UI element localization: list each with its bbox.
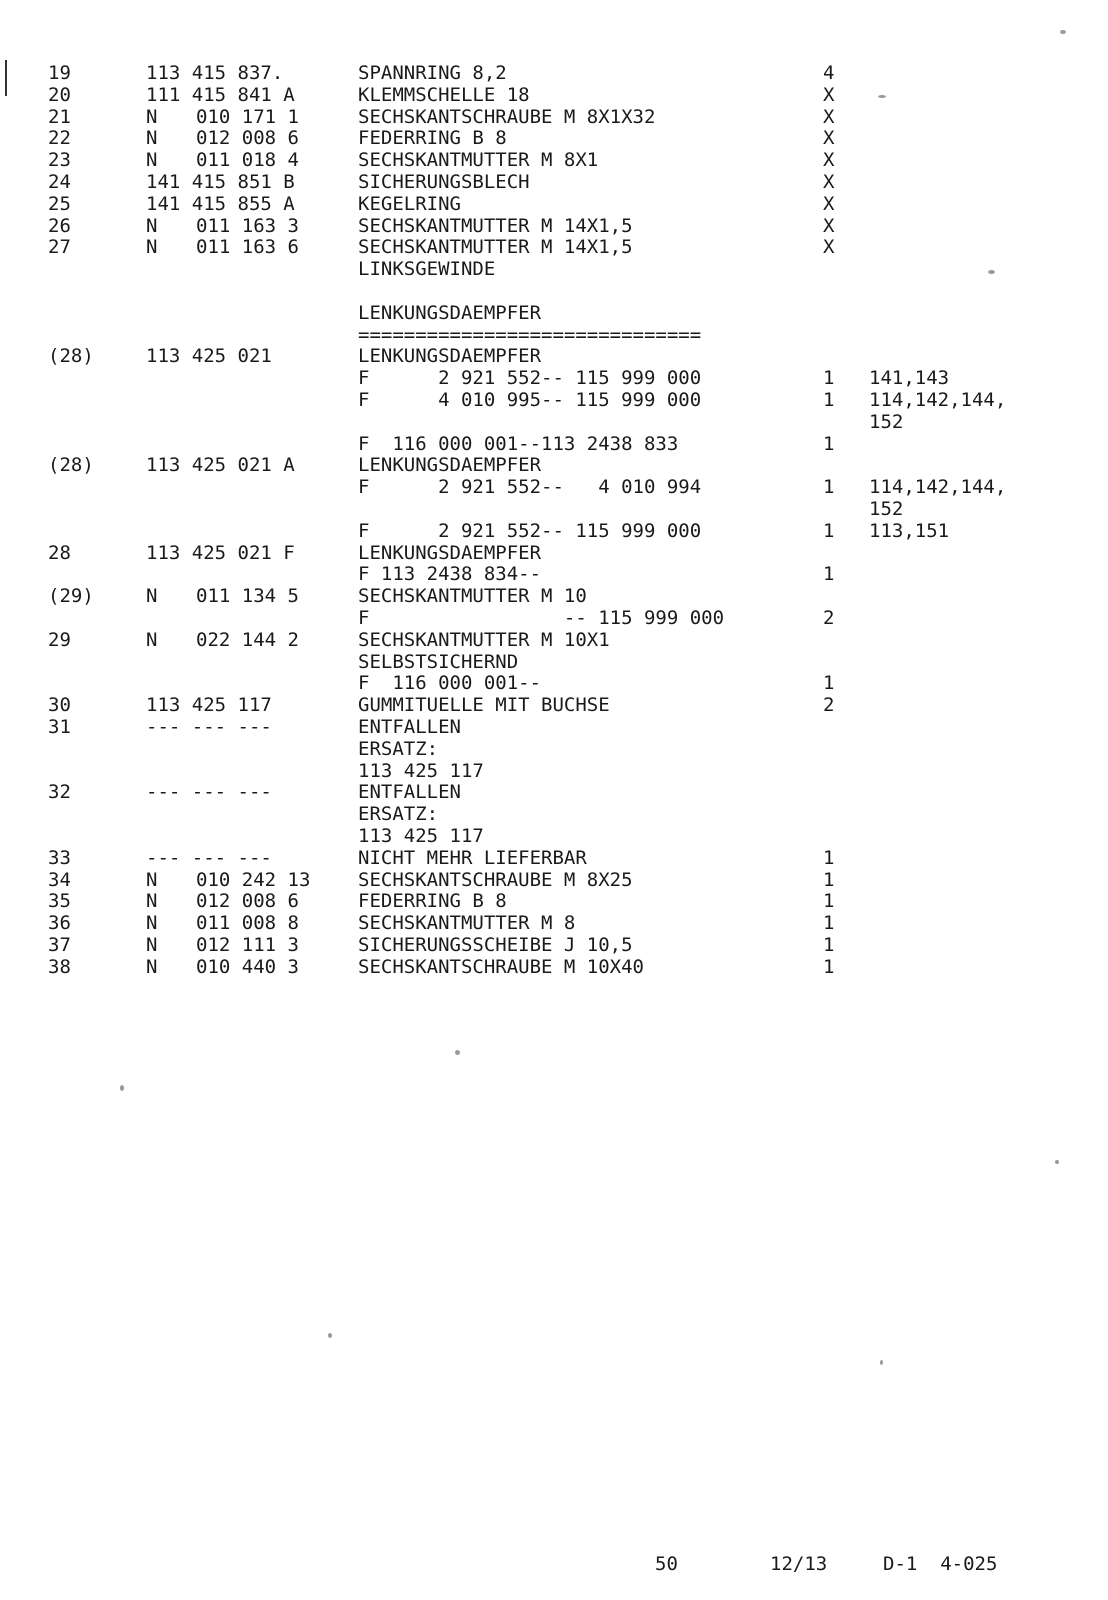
part-description: SECHSKANTMUTTER M 10X1 [358, 628, 610, 651]
scan-speck [120, 1085, 124, 1091]
position-number: 28 [48, 541, 71, 564]
part-description: KLEMMSCHELLE 18 [358, 83, 530, 106]
part-description: SPANNRING 8,2 [358, 62, 507, 84]
scan-speck [455, 1050, 460, 1055]
part-description: F 2 921 552-- 115 999 000 [358, 367, 702, 390]
scan-speck [1060, 30, 1066, 34]
part-description: SECHSKANTMUTTER M 14X1,5 [358, 236, 633, 259]
part-description: LENKUNGSDAEMPFER [358, 541, 542, 564]
part-number: 113 425 117 [146, 694, 272, 717]
part-description: F 2 921 552-- 4 010 994 [358, 476, 702, 499]
part-number: 012 008 6 [196, 127, 299, 150]
part-number: --- --- --- [146, 716, 272, 738]
scan-speck [880, 1360, 883, 1365]
position-number: 20 [48, 83, 71, 106]
part-description: LENKUNGSDAEMPFER [358, 454, 542, 477]
part-number: 011 163 6 [196, 236, 299, 259]
norm-part-prefix: N [146, 105, 158, 128]
part-description: F 2 921 552-- 115 999 000 [358, 519, 702, 542]
part-number: 113 425 021 A [146, 454, 295, 477]
quantity: X [823, 171, 835, 193]
model-types: 114,142,144, [869, 389, 1007, 411]
quantity: 1 [823, 868, 835, 891]
part-description: SECHSKANTMUTTER M 14X1,5 [358, 214, 633, 237]
part-description: SECHSKANTMUTTER M 8X1 [358, 149, 599, 172]
quantity: 1 [823, 890, 835, 913]
position-number: (28) [48, 454, 94, 477]
position-number: 33 [48, 846, 71, 869]
quantity: 2 [823, 694, 835, 717]
part-description: ============================== [358, 323, 702, 346]
model-types: 114,142,144, [869, 476, 1007, 499]
part-number: --- --- --- [146, 846, 272, 869]
part-description: LINKSGEWINDE [358, 258, 496, 281]
part-description: FEDERRING B 8 [358, 127, 507, 150]
part-description: F 116 000 001-- [358, 672, 542, 695]
norm-part-prefix: N [146, 628, 158, 651]
part-number: 010 440 3 [196, 955, 299, 978]
part-description: NICHT MEHR LIEFERBAR [358, 846, 587, 869]
quantity: 1 [823, 432, 835, 455]
quantity: 1 [823, 934, 835, 956]
part-number: 141 415 851 B [146, 171, 295, 193]
norm-part-prefix: N [146, 149, 158, 172]
quantity: 1 [823, 367, 835, 390]
part-description: SICHERUNGSBLECH [358, 171, 530, 193]
position-number: 22 [48, 127, 71, 150]
part-number: 012 111 3 [196, 934, 299, 956]
model-types: 113,151 [869, 519, 950, 542]
model-types: 152 [869, 498, 904, 520]
norm-part-prefix: N [146, 214, 158, 237]
part-description: FEDERRING B 8 [358, 890, 507, 913]
scan-speck [878, 95, 886, 98]
quantity: 1 [823, 955, 835, 978]
part-number: 011 134 5 [196, 585, 299, 608]
position-number: 35 [48, 890, 71, 913]
quantity: X [823, 127, 835, 150]
issue-date: 12/13 [770, 1553, 828, 1575]
position-number: 36 [48, 912, 71, 935]
part-number: 010 171 1 [196, 105, 299, 128]
part-description: F -- 115 999 000 [358, 607, 725, 629]
part-number: 011 008 8 [196, 912, 299, 935]
part-description: SECHSKANTSCHRAUBE M 10X40 [358, 955, 644, 978]
part-number: 012 008 6 [196, 890, 299, 913]
scan-speck [988, 270, 995, 274]
position-number: 37 [48, 934, 71, 956]
norm-part-prefix: N [146, 585, 158, 608]
quantity: X [823, 192, 835, 215]
position-number: 29 [48, 628, 71, 651]
position-number: 34 [48, 868, 71, 891]
norm-part-prefix: N [146, 955, 158, 978]
model-types: 141,143 [869, 367, 950, 390]
part-description: 113 425 117 [358, 825, 484, 847]
part-description: F 116 000 001--113 2438 833 [358, 432, 679, 455]
position-number: 25 [48, 192, 71, 215]
part-description: ENTFALLEN [358, 781, 461, 804]
page-number: 50 [655, 1553, 678, 1575]
norm-part-prefix: N [146, 934, 158, 956]
part-description: ERSATZ: [358, 737, 439, 760]
part-number: 011 018 4 [196, 149, 299, 172]
position-number: 30 [48, 694, 71, 717]
part-number: 111 415 841 A [146, 83, 295, 106]
part-description: F 4 010 995-- 115 999 000 [358, 389, 702, 411]
part-description: SECHSKANTSCHRAUBE M 8X1X32 [358, 105, 656, 128]
quantity: X [823, 214, 835, 237]
document-code: D-1 4-025 [883, 1553, 998, 1575]
norm-part-prefix: N [146, 912, 158, 935]
quantity: X [823, 236, 835, 259]
position-number: 21 [48, 105, 71, 128]
part-number: --- --- --- [146, 781, 272, 804]
quantity: 1 [823, 563, 835, 586]
position-number: (28) [48, 345, 94, 368]
norm-part-prefix: N [146, 236, 158, 259]
part-description: 113 425 117 [358, 759, 484, 782]
part-number: 022 144 2 [196, 628, 299, 651]
position-number: 24 [48, 171, 71, 193]
part-description: KEGELRING [358, 192, 461, 215]
norm-part-prefix: N [146, 868, 158, 891]
part-description: F 113 2438 834-- [358, 563, 542, 586]
quantity: 4 [823, 62, 835, 84]
position-number: 32 [48, 781, 71, 804]
part-description: SECHSKANTMUTTER M 10 [358, 585, 587, 608]
position-number: 38 [48, 955, 71, 978]
quantity: 1 [823, 846, 835, 869]
part-description: LENKUNGSDAEMPFER [358, 345, 542, 368]
quantity: X [823, 149, 835, 172]
quantity: X [823, 105, 835, 128]
part-number: 113 415 837. [146, 62, 284, 84]
quantity: X [823, 83, 835, 106]
part-number: 113 425 021 F [146, 541, 295, 564]
scan-speck [1055, 1160, 1059, 1164]
model-types: 152 [869, 410, 904, 433]
quantity: 2 [823, 607, 835, 629]
scan-speck [328, 1333, 332, 1338]
part-number: 011 163 3 [196, 214, 299, 237]
part-number: 010 242 13 [196, 868, 311, 891]
margin-mark [5, 60, 7, 96]
position-number: 19 [48, 62, 71, 84]
norm-part-prefix: N [146, 127, 158, 150]
quantity: 1 [823, 912, 835, 935]
part-description: SICHERUNGSSCHEIBE J 10,5 [358, 934, 633, 956]
norm-part-prefix: N [146, 890, 158, 913]
part-description: SECHSKANTMUTTER M 8 [358, 912, 576, 935]
part-description: GUMMITUELLE MIT BUCHSE [358, 694, 610, 717]
part-description: SELBSTSICHERND [358, 650, 519, 673]
part-description: ERSATZ: [358, 803, 439, 826]
part-description: SECHSKANTSCHRAUBE M 8X25 [358, 868, 633, 891]
part-number: 141 415 855 A [146, 192, 295, 215]
quantity: 1 [823, 519, 835, 542]
quantity: 1 [823, 389, 835, 411]
position-number: 31 [48, 716, 71, 738]
position-number: 23 [48, 149, 71, 172]
position-number: 26 [48, 214, 71, 237]
position-number: (29) [48, 585, 94, 608]
part-number: 113 425 021 [146, 345, 272, 368]
quantity: 1 [823, 672, 835, 695]
part-description: LENKUNGSDAEMPFER [358, 301, 542, 324]
quantity: 1 [823, 476, 835, 499]
position-number: 27 [48, 236, 71, 259]
part-description: ENTFALLEN [358, 716, 461, 738]
